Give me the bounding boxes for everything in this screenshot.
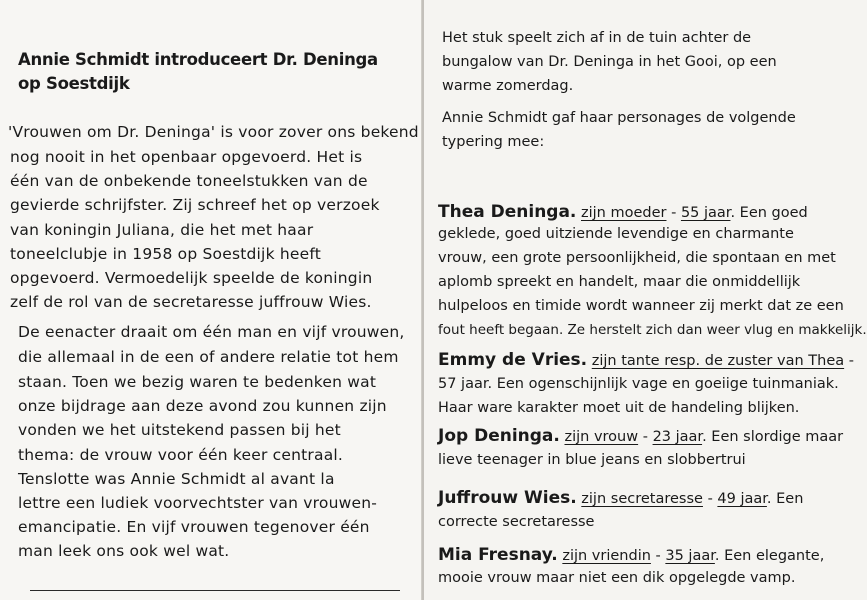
text-line: lettre een ludiek voorvechtster van vrouwen- [18,494,378,512]
text-line: staan. Toen we bezig waren te bedenken wat [18,373,377,391]
character-name: Emmy de Vries. [438,350,588,370]
text-line: gevierde schrijfster. Zij schreef het op verzoek [10,196,380,214]
character-age: 49 jaar [717,491,767,507]
text-line: van koningin Juliana, die het met haar [10,221,314,239]
character-name: Thea Deninga. [438,202,577,222]
text-line: Het stuk speelt zich af in de tuin achter de [442,30,752,46]
bottom-rule [30,590,400,591]
page-title [18,48,378,96]
character-role: zijn moeder [581,205,667,221]
character-name: Jop Deninga. [438,426,560,446]
character-name: Mia Fresnay. [438,545,558,565]
character-role: zijn vriendin [562,548,651,564]
character-heading [438,488,803,508]
text-line: zelf de rol van de secretaresse juffrouw Wies. [10,293,372,311]
text-line: vrouw, een grote persoonlijkheid, die spontaan en met [438,250,836,266]
character-age: 35 jaar [665,548,715,564]
text-line: Haar ware karakter moet uit de handeling blijken. [438,400,800,416]
left-page [0,0,422,600]
text-line: fout heeft begaan. Ze herstelt zich dan weer vlug en makkelijk. [438,322,867,338]
character-age: 55 jaar [680,205,731,221]
character-heading [438,350,854,370]
description: . Een goed [730,205,808,221]
text-line: correcte secretaresse [438,514,595,530]
character-role: zijn secretaresse [581,491,703,507]
character-heading [438,202,808,222]
right-page [424,0,867,600]
text-line: lieve teenager in blue jeans en slobbertrui [438,452,746,468]
text-line: hulpeloos en timide wordt wanneer zij merkt dat ze een [438,298,844,314]
text-line: vonden we het uitstekend passen bij het [18,421,341,439]
text-line: 57 jaar. Een ogenschijnlijk vage en goeiige tuinmaniak. [438,376,839,392]
description: . Een slordige maar [702,429,844,445]
character-role: zijn tante resp. de zuster van Thea [591,353,845,369]
text-line: bungalow van Dr. Deninga in het Gooi, op een [442,54,777,70]
text-line: die allemaal in de een of andere relatie tot hem [18,348,399,366]
text-line: aplomb spreekt en handelt, maar die onmiddellijk [438,274,801,290]
character-age: 23 jaar [652,429,703,445]
text-line: 'Vrouwen om Dr. Deninga' is voor zover ons bekend [8,123,419,141]
text-line: opgevoerd. Vermoedelijk speelde de koningin [10,269,373,287]
text-line: geklede, goed uitziende levendige en charmante [438,226,794,242]
separator: - [671,205,677,221]
text-line: De eenacter draait om één man en vijf vrouwen, [18,323,405,341]
text-line: man leek ons ook wel wat. [18,542,230,560]
character-name: Juffrouw Wies. [438,488,577,508]
description: . Een [766,491,804,507]
character-heading [438,426,843,446]
character-heading [438,545,824,565]
text-line: nog nooit in het openbaar opgevoerd. Het is [10,148,363,166]
title-line-2: op Soestdijk [18,74,130,93]
text-line: één van de onbekende toneelstukken van de [10,172,368,190]
text-line: onze bijdrage aan deze avond zou kunnen zijn [18,397,387,415]
character-role: zijn vrouw [564,429,639,445]
separator: - [848,353,854,369]
text-line: Annie Schmidt gaf haar personages de volgende [442,110,796,126]
separator: - [655,548,661,564]
text-line: mooie vrouw maar niet een dik opgelegde vamp. [438,570,796,586]
text-line: Tenslotte was Annie Schmidt al avant la [18,470,335,488]
description: . Een elegante, [714,548,825,564]
title-line-1: Annie Schmidt introduceert Dr. Deninga [18,50,378,69]
text-line: typering mee: [442,134,545,150]
text-line: emancipatie. En vijf vrouwen tegenover één [18,518,370,536]
separator: - [642,429,648,445]
text-line: thema: de vrouw voor één keer centraal. [18,446,344,464]
text-line: toneelclubje in 1958 op Soestdijk heeft [10,245,322,263]
text-line: warme zomerdag. [442,78,574,94]
separator: - [707,491,713,507]
